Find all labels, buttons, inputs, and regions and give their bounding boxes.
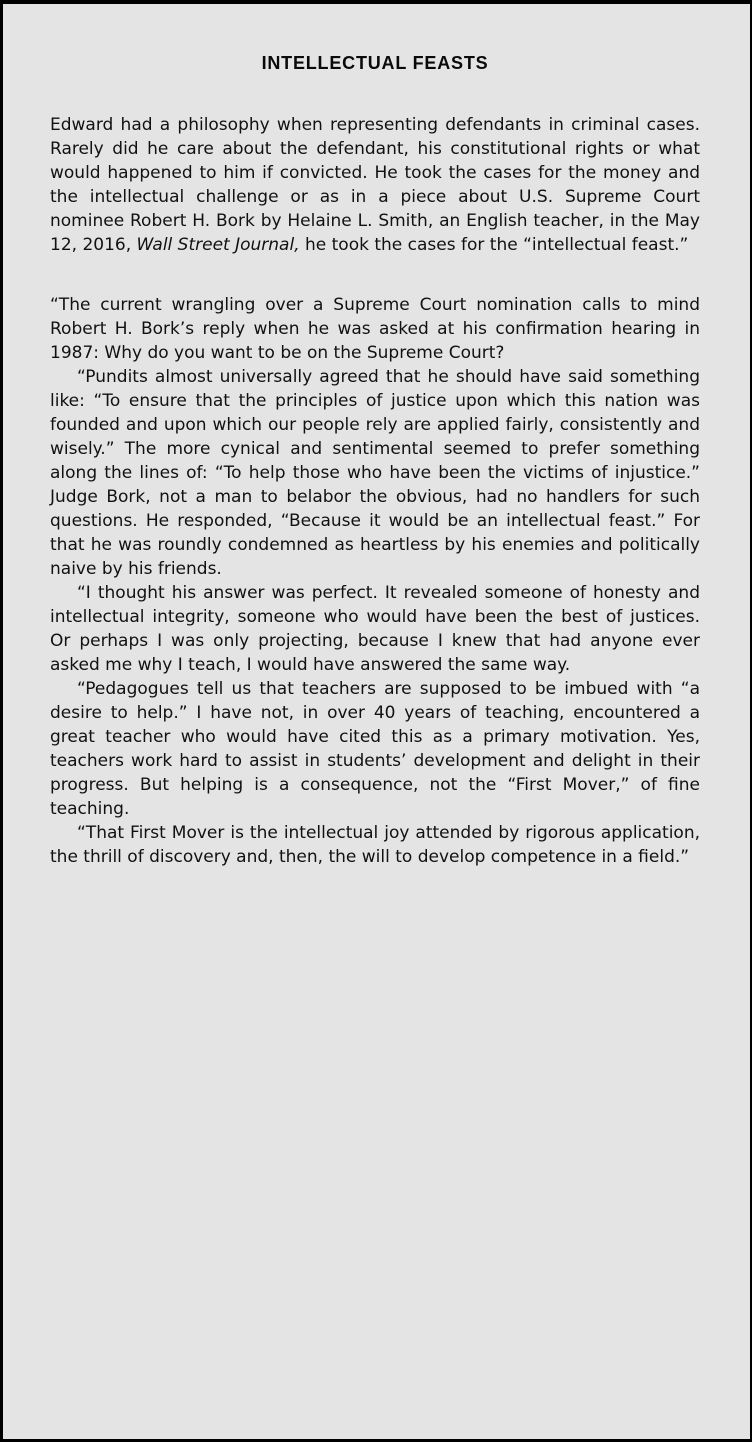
- intro-lead-text: Edward had a philosophy when representing defendants in criminal cases. Rarely did he care about the defendant, his constitutional rights or what would happened to him if convicted. He took the cases for the money and the intellectual challenge or as in a piece about U.S. Supreme Court nominee Robert H. Bork by Helaine L. Smith, an English teacher, in the May 12, 2016,: [50, 115, 700, 255]
- quote-paragraph-5: “That First Mover is the intellectual joy attended by rigorous application, the thrill of discovery and, then, the will to develop competence in a field.”: [50, 823, 700, 867]
- quote-paragraph-2: “Pundits almost universally agreed that he should have said something like: “To ensure that the principles of justice upon which this nation was founded and upon which our people rely are applied fairly, consistently and wisely.” The more cynical and sentimental seemed to prefer something along the lines of: “To help those who have been the victims of injustice.” Judge Bork, not a man to belabor the obvious, had no handlers for such questions. He responded, “Because it would be an intellectual feast.” For that he was roundly condemned as heartless by his enemies and politically naive by his friends.: [50, 367, 700, 579]
- quote-paragraph-4: “Pedagogues tell us that teachers are supposed to be imbued with “a desire to help.” I have not, in over 40 years of teaching, encountered a great teacher who would have cited this as a primary motivation. Yes, teachers work hard to assist in students’ development and delight in their progress. But helping is a consequence, not the “First Mover,” of fine teaching.: [50, 679, 700, 819]
- citation-italic: Wall Street Journal,: [136, 235, 300, 255]
- intro-tail-text: he took the cases for the “intellectual feast.”: [299, 235, 689, 255]
- paragraph-intro: [50, 113, 700, 257]
- page-title: INTELLECTUAL FEASTS: [261, 53, 489, 73]
- quote-paragraph-1: “The current wrangling over a Supreme Court nomination calls to mind Robert H. Bork’s reply when he was asked at his confirmation hearing in 1987: Why do you want to be on the Supreme Court?: [50, 295, 700, 363]
- quote-paragraph-3: “I thought his answer was perfect. It revealed someone of honesty and intellectual integrity, someone who would have been the best of justices. Or perhaps I was only projecting, because I knew that had anyone ever asked me why I teach, I would have answered the same way.: [50, 583, 700, 675]
